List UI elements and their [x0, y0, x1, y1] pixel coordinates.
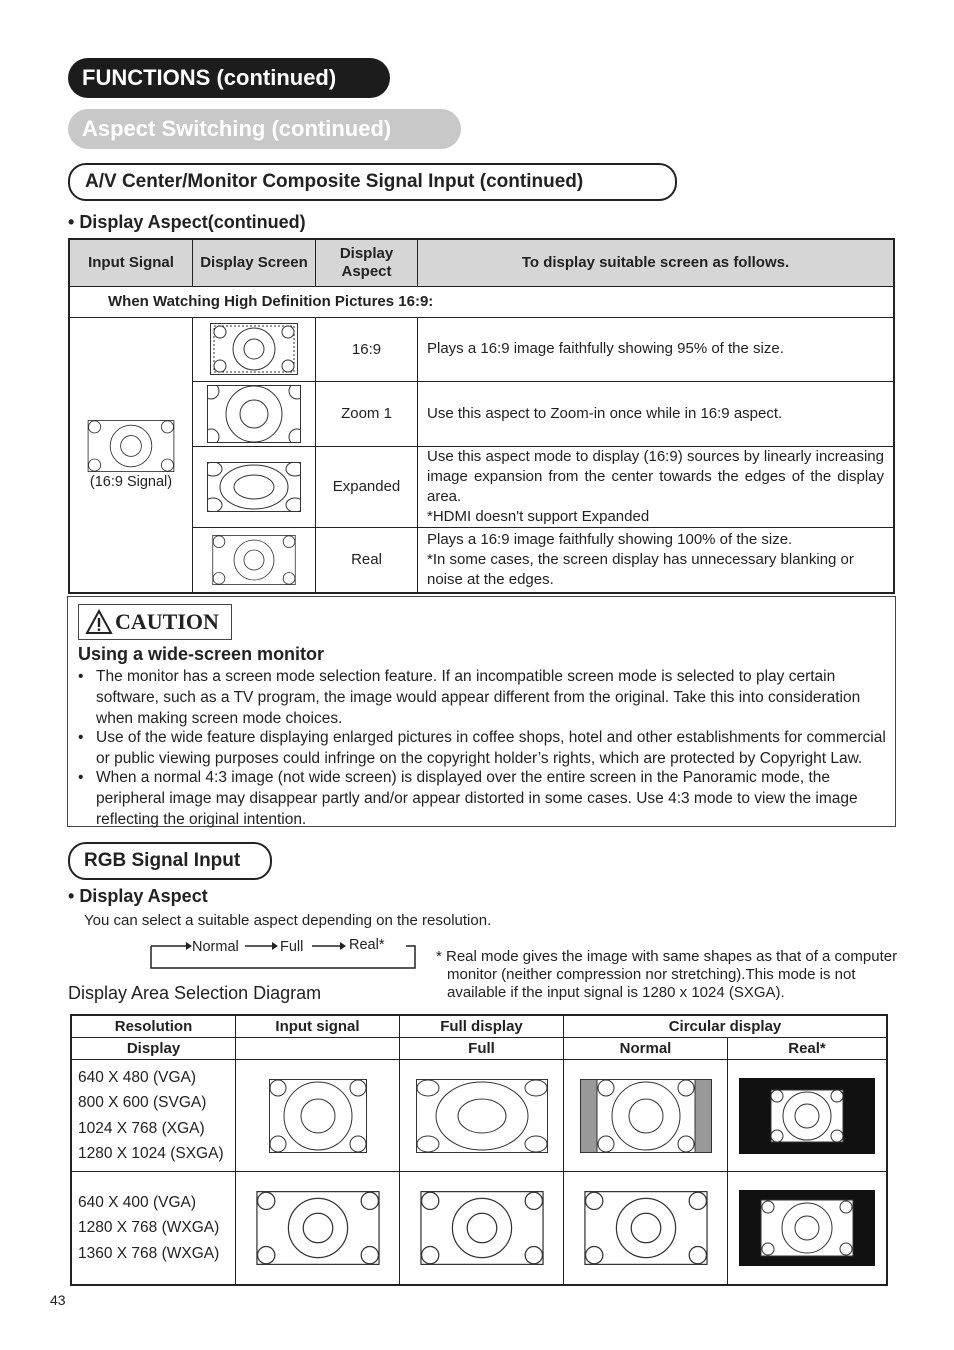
cycle-normal: Normal: [192, 939, 239, 955]
input-wide-thumbnail: [256, 1191, 380, 1265]
hd-circular-display: Circular display: [564, 1015, 888, 1038]
screen-expanded-thumbnail: [207, 462, 301, 512]
hd-full: Full: [400, 1038, 564, 1060]
bullet-icon: •: [78, 668, 84, 685]
bullet-icon: •: [78, 769, 84, 786]
cycle-full: Full: [280, 939, 304, 955]
real-mode-note: * Real mode gives the image with same shapes as that of a computer monitor (neither compression nor stretching).This mode is not available if the input signal is 1280 x 1024 (SXGA).: [436, 948, 898, 1001]
aspect-table: [68, 238, 895, 594]
resolution-item: 1360 X 768 (WXGA): [78, 1244, 220, 1262]
screen-real-thumbnail: [211, 535, 297, 585]
screen-expanded: [193, 446, 316, 527]
normal-wide-thumbnail: [580, 1191, 712, 1265]
cycle-real: Real*: [349, 937, 385, 953]
input-signal-thumbnail: [87, 420, 175, 472]
hd-display: Display: [71, 1038, 236, 1060]
resolution-item: 640 X 400 (VGA): [78, 1193, 197, 1211]
caution-bullet: • The monitor has a screen mode selection feature. If an incompatible screen mode is selected to play certain software, such as a TV program, the image would appear different from the original. Take this into consideration when making screen mode choices.: [78, 668, 861, 727]
bullet-icon: •: [68, 212, 80, 232]
rgb-intro: You can select a suitable aspect depending on the resolution.: [84, 912, 492, 929]
bullet-icon: •: [78, 729, 84, 746]
display-aspect-continued-heading: • Display Aspect(continued): [68, 212, 306, 232]
desc-expanded-text: Use this aspect mode to display (16:9) sources by linearly increasing image expansion from the center towards the edges of the display area.: [427, 447, 884, 505]
input-wide: [236, 1172, 400, 1285]
desc-expanded-note: *HDMI doesn't support Expanded: [427, 507, 650, 525]
desc-16-9: Plays a 16:9 image faithfully showing 95% of the size.: [418, 317, 895, 381]
screen-zoom1: [193, 381, 316, 446]
aspect-16-9: 16:9: [316, 317, 418, 381]
hd-real: Real*: [728, 1038, 888, 1060]
caution-bullet: • Use of the wide feature displaying enlarged pictures in coffee shops, hotel and other establishments for commercial or public viewing purposes could infringe on the copyright holder’s rights, which are protected by Copyright Law.: [78, 729, 886, 767]
desc-zoom1: Use this aspect to Zoom-in once while in 16:9 aspect.: [418, 381, 895, 446]
page-number: 43: [50, 1292, 66, 1308]
col-display-screen: Display Screen: [193, 239, 316, 286]
display-area-table: [70, 1014, 888, 1286]
av-section-title: A/V Center/Monitor Composite Signal Input (continued): [68, 163, 677, 201]
rgb-section-title: RGB Signal Input: [68, 842, 272, 880]
screen-real: [193, 527, 316, 593]
real-wide: [728, 1172, 888, 1285]
screen-16-9: [193, 317, 316, 381]
real-4-3-thumbnail: [739, 1078, 875, 1154]
desc-expanded: [418, 446, 895, 527]
real-4-3: [728, 1060, 888, 1172]
resolution-group-wide: [71, 1172, 236, 1285]
resolution-group-4-3: [71, 1060, 236, 1172]
resolution-item: 640 X 480 (VGA): [78, 1068, 197, 1086]
bullet-icon: •: [68, 886, 80, 906]
aspect-switching-title: Aspect Switching (continued): [68, 109, 461, 149]
functions-title: FUNCTIONS (continued): [68, 58, 390, 98]
caution-heading: Using a wide-screen monitor: [78, 644, 325, 664]
col-description: To display suitable screen as follows.: [418, 239, 895, 286]
input-signal-cell: [69, 317, 193, 593]
col-display-aspect: Display Aspect: [316, 239, 418, 286]
desc-real-note: *In some cases, the screen display has unnecessary blanking or noise at the edges.: [427, 550, 854, 588]
caution-box: [67, 596, 896, 827]
aspect-expanded: Expanded: [316, 446, 418, 527]
col-input-signal: Input Signal: [69, 239, 193, 286]
real-wide-thumbnail: [739, 1190, 875, 1266]
resolution-item: 1280 X 768 (WXGA): [78, 1219, 220, 1236]
resolution-item: 800 X 600 (SVGA): [78, 1094, 207, 1111]
desc-real: [418, 527, 895, 593]
diagram-title: Display Area Selection Diagram: [68, 983, 322, 1003]
normal-4-3-thumbnail: [580, 1079, 712, 1153]
input-4-3: [236, 1060, 400, 1172]
normal-4-3: [564, 1060, 728, 1172]
normal-wide: [564, 1172, 728, 1285]
aspect-zoom1: Zoom 1: [316, 381, 418, 446]
full-4-3-thumbnail: [416, 1079, 548, 1153]
caution-label: CAUTION: [78, 604, 232, 640]
warning-icon: [85, 609, 113, 635]
full-wide-thumbnail: [416, 1191, 548, 1265]
hd-normal: Normal: [564, 1038, 728, 1060]
input-signal-label: (16:9 Signal): [89, 473, 173, 490]
screen-16-9-thumbnail: [210, 323, 298, 375]
resolution-item: 1280 X 1024 (SXGA): [78, 1145, 224, 1162]
resolution-item: 1024 X 768 (XGA): [78, 1119, 205, 1137]
hd-resolution: Resolution: [71, 1015, 236, 1038]
hd-subheading: When Watching High Definition Pictures 16:9:: [69, 286, 894, 317]
input-4-3-thumbnail: [269, 1079, 367, 1153]
screen-zoom1-thumbnail: [207, 385, 301, 443]
display-aspect-heading: • Display Aspect: [68, 886, 208, 906]
full-4-3: [400, 1060, 564, 1172]
hd-blank: [236, 1038, 400, 1060]
aspect-real: Real: [316, 527, 418, 593]
hd-full-display: Full display: [400, 1015, 564, 1038]
desc-real-text: Plays a 16:9 image faithfully showing 100% of the size.: [427, 530, 793, 548]
full-wide: [400, 1172, 564, 1285]
caution-bullet: • When a normal 4:3 image (not wide screen) is displayed over the entire screen in the Panoramic mode, the peripheral image may disappear partly and/or appear distorted in some cases. Use 4:3 mode to view the image reflecting the original intention.: [78, 769, 858, 828]
hd-input-signal: Input signal: [236, 1015, 400, 1038]
